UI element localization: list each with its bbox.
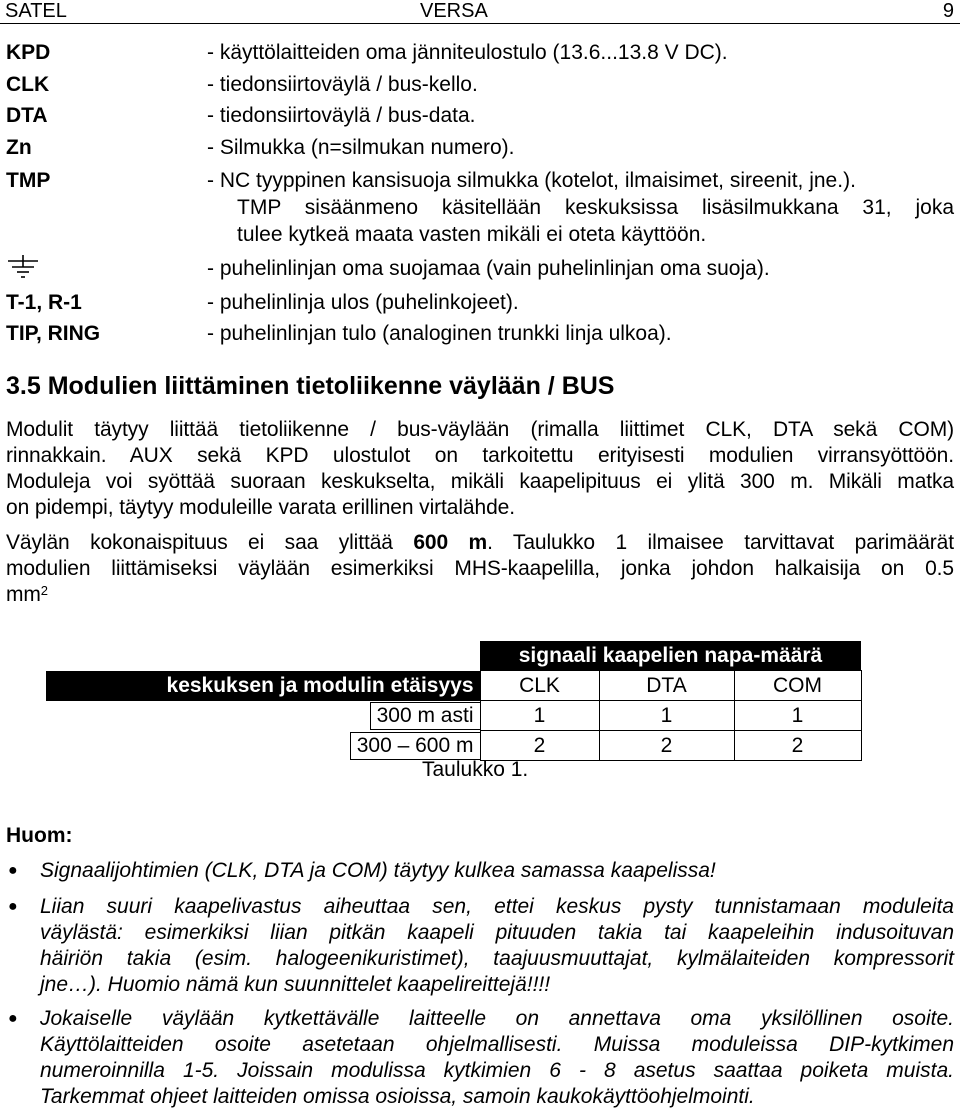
desc-tmp: - NC tyyppinen kansisuoja silmukka (kotelot, ilmaisimet, sireenit, jne.). xyxy=(207,169,856,192)
term-dta: DTA xyxy=(6,104,48,127)
bullet-icon: ● xyxy=(8,898,18,915)
note-signal-wires: Signaalijohtimien (CLK, DTA ja COM) täytyy kulkea samassa kaapelissa! xyxy=(40,859,716,882)
desc-tmp-cont2: tulee kytkeä maata vasten mikäli ei oteta käyttöön. xyxy=(237,223,707,246)
cable-pair-table xyxy=(46,641,862,761)
column-header-clk: CLK xyxy=(480,671,599,701)
cell-value: 1 xyxy=(480,701,599,731)
header-brand: SATEL xyxy=(5,0,67,22)
header-product: VERSA xyxy=(420,0,488,22)
cell-value: 2 xyxy=(480,731,599,761)
para1-line2: rinnakkain. AUX sekä KPD ulostulot on tarkoitettu erityisesti modulien virransyöttöön. xyxy=(6,444,954,467)
page-number: 9 xyxy=(942,0,954,22)
notes-title: Huom: xyxy=(6,824,73,847)
max-length-value: 600 m xyxy=(413,531,488,554)
column-header-dta: DTA xyxy=(599,671,734,701)
paragraph-bus-connection xyxy=(6,417,954,521)
desc-kpd: - käyttölaitteiden oma jänniteulostulo (13.6...13.8 V DC). xyxy=(207,41,728,64)
paragraph-bus-length xyxy=(6,530,954,608)
header-divider xyxy=(0,23,960,24)
term-zn: Zn xyxy=(6,136,32,159)
page-header xyxy=(0,0,960,26)
term-kpd: KPD xyxy=(6,41,51,64)
desc-ground: - puhelinlinjan oma suojamaa (vain puhelinlinjan oma suoja). xyxy=(207,257,770,280)
note-addressing: Jokaiselle väylään kytkettävälle laitteelle on annettava oma yksilöllinen osoite. Käyttölaitteiden osoite asetetaan ohjelmallisesti. Muissa moduleissa DIP-kytkimen numeroinnilla 1-5. Joissain modulissa kytkimien 6 - 8 asetus saattaa poiketa muista. Tarkemmat ohjeet laitteiden omissa osioissa, samoin kaukokäyttöohjelmointi. xyxy=(40,1007,954,1108)
table-top-header-row xyxy=(46,641,861,671)
table-top-header: signaali kaapelien napa-määrä xyxy=(480,641,861,671)
note-cable-resistance: Liian suuri kaapelivastus aiheuttaa sen, ettei keskus pysty tunnistamaan moduleita väylästä: esimerkiksi liian pitkän kaapeli pituuden takia tai kaapeleihin indusoituvan häiriön takia (esim. halogeenikuristimet), taajuusmuuttajat, kylmälaiteiden kompressorit jne…). Huomio nämä kun suunnittelet kaapelireittejä!!!! xyxy=(40,895,954,996)
cell-value: 2 xyxy=(599,731,734,761)
bullet-icon: ● xyxy=(8,862,18,879)
section-heading: 3.5 Modulien liittäminen tietoliikenne väylään / BUS xyxy=(6,372,615,400)
term-tip-ring: TIP, RING xyxy=(6,322,101,345)
para1-line1: Modulit täytyy liittää tietoliikenne / bus-väylään (rimalla liittimet CLK, DTA sekä COM) xyxy=(6,418,954,441)
desc-tip-ring: - puhelinlinjan tulo (analoginen trunkki linja ulkoa). xyxy=(207,322,672,345)
cell-value: 2 xyxy=(734,731,861,761)
desc-dta: - tiedonsiirtoväylä / bus-data. xyxy=(207,104,476,127)
row-label: 300 m asti xyxy=(370,702,480,730)
desc-zn: - Silmukka (n=silmukan numero). xyxy=(207,136,515,159)
cell-value: 1 xyxy=(599,701,734,731)
bullet-icon: ● xyxy=(8,1010,18,1027)
para2-line1: Väylän kokonaispituus ei saa ylittää 600 m. Taulukko 1 ilmaisee tarvittavat parimäärät xyxy=(6,531,954,554)
table-row-header: keskuksen ja modulin etäisyys xyxy=(46,671,480,701)
term-clk: CLK xyxy=(6,73,50,96)
para2-line3: $mm^2$ xyxy=(6,583,48,606)
desc-tmp-cont1: TMP sisäänmeno käsitellään keskuksissa lisäsilmukkana 31, joka xyxy=(237,196,954,219)
table-caption: Taulukko 1. xyxy=(422,758,529,781)
para1-line4: on pidempi, täytyy moduleille varata erillinen virtalähde. xyxy=(6,496,515,519)
column-header-com: COM xyxy=(734,671,861,701)
term-t1-r1: T-1, R-1 xyxy=(6,291,82,314)
desc-clk: - tiedonsiirtoväylä / bus-kello. xyxy=(207,73,478,96)
cell-value: 1 xyxy=(734,701,861,731)
table-row xyxy=(46,731,861,761)
table-header-row xyxy=(46,671,861,701)
row-label: 300 – 600 m xyxy=(350,732,480,760)
desc-t1-r1: - puhelinlinja ulos (puhelinkojeet). xyxy=(207,291,519,314)
para2-line2: modulien liittämiseksi väylään esimerkiksi MHS-kaapelilla, jonka johdon halkaisija on 0.5 xyxy=(6,557,954,580)
term-tmp: TMP xyxy=(6,169,51,192)
table-row xyxy=(46,701,861,731)
ground-symbol-icon xyxy=(8,255,38,279)
para1-line3: Moduleja voi syöttää suoraan keskukselta, mikäli kaapelipituus ei ylitä 300 m. Mikäli matka xyxy=(6,470,954,493)
